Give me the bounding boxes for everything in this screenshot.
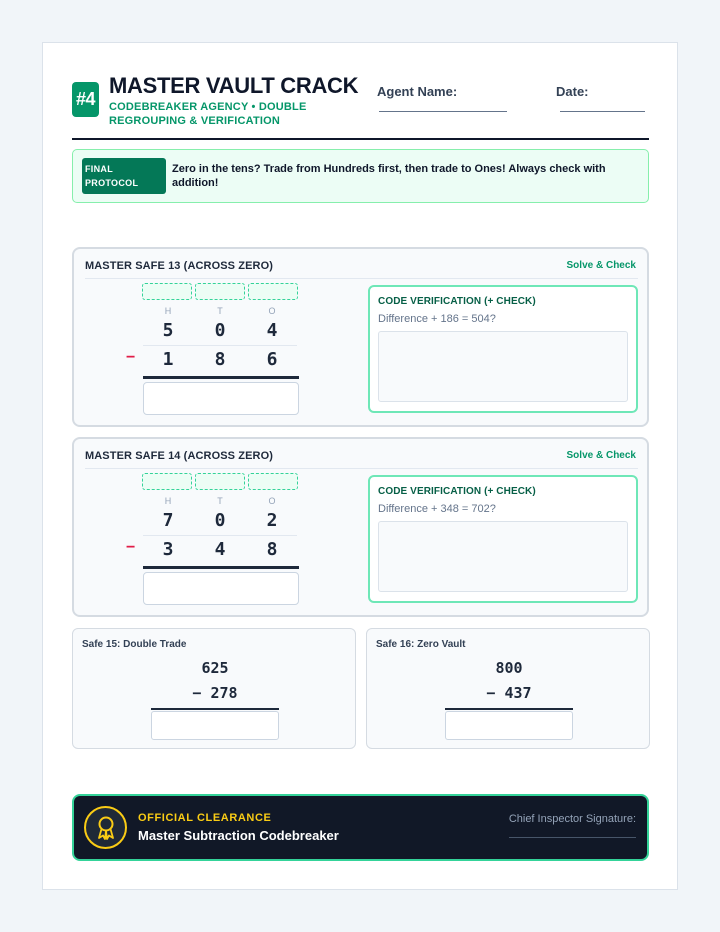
code-verification-panel [368,475,638,603]
verification-workspace[interactable] [378,331,628,402]
answer-input[interactable] [143,572,299,605]
protocol-tag-line1: FINAL [85,164,113,174]
subtrahend-digit-tens: 4 [214,539,226,560]
safe-divider [85,468,638,469]
clearance-title: Master Subtraction Codebreaker [138,828,339,843]
place-label-ones: O [268,496,276,506]
regroup-box-ones[interactable] [248,473,298,490]
minuend-digit-ones: 2 [266,510,278,531]
mini-safe-subtrahend: − 278 [192,684,238,702]
subtrahend-digit-hundreds: 1 [162,349,174,370]
answer-input[interactable] [445,711,573,740]
mini-safe-title: Safe 15: Double Trade [82,639,187,650]
answer-rule [445,708,573,710]
mission-badge: #4 [72,82,99,117]
solve-check-link[interactable]: Solve & Check [566,260,636,271]
date-field[interactable] [560,111,645,112]
answer-input[interactable] [143,382,299,415]
place-label-ones: O [268,306,276,316]
subtrahend-digit-hundreds: 3 [162,539,174,560]
minuend-digit-hundreds: 7 [162,510,174,531]
solve-check-link[interactable]: Solve & Check [566,450,636,461]
minus-sign: − [126,539,136,556]
verification-prompt: Difference + 348 = 702? [378,503,496,515]
answer-rule [151,708,279,710]
date-label: Date: [556,84,589,99]
master-safe-13 [72,247,649,427]
verification-workspace[interactable] [378,521,628,592]
safe-15-card [72,628,356,749]
subtrahend-digit-tens: 8 [214,349,226,370]
mini-safe-subtrahend: − 437 [486,684,532,702]
verification-title: CODE VERIFICATION (+ CHECK) [378,486,536,497]
verification-title: CODE VERIFICATION (+ CHECK) [378,296,536,307]
protocol-tag [82,158,166,194]
place-label-tens: T [217,496,223,506]
clearance-label: OFFICIAL CLEARANCE [138,812,272,824]
answer-rule [143,566,299,569]
mini-safe-minuend: 625 [201,659,229,677]
agent-name-field[interactable] [379,111,507,112]
protocol-instructions: Zero in the tens? Trade from Hundreds first, then trade to Ones! Always check with addition! [172,163,606,189]
protocol-tag-line2: PROTOCOL [85,178,139,188]
place-label-hundreds: H [164,306,172,316]
answer-input[interactable] [151,711,279,740]
agent-name-label: Agent Name: [377,84,458,99]
safe-16-card [366,628,650,749]
master-safe-14 [72,437,649,617]
place-label-hundreds: H [164,496,172,506]
subtrahend-digit-ones: 8 [266,539,278,560]
official-clearance-banner [72,794,649,861]
regroup-box-tens[interactable] [195,473,245,490]
award-ribbon-icon [84,806,127,849]
mini-safe-minuend: 800 [495,659,523,677]
regroup-box-hundreds[interactable] [142,473,192,490]
answer-rule [143,376,299,379]
minuend-digit-ones: 4 [266,320,278,341]
regroup-box-hundreds[interactable] [142,283,192,300]
row-divider [143,345,297,346]
safe-title: MASTER SAFE 13 (ACROSS ZERO) [85,260,273,272]
mini-safe-title: Safe 16: Zero Vault [376,639,466,650]
page-subtitle: CODEBREAKER AGENCY • DOUBLE REGROUPING & VERIFICATION [109,101,307,127]
protocol-banner [72,149,649,203]
code-verification-panel [368,285,638,413]
safe-divider [85,278,638,279]
safe-title: MASTER SAFE 14 (ACROSS ZERO) [85,450,273,462]
signature-label: Chief Inspector Signature: [508,813,636,825]
regroup-box-ones[interactable] [248,283,298,300]
worksheet [42,42,678,890]
header-divider [72,138,649,140]
subtrahend-digit-ones: 6 [266,349,278,370]
minus-sign: − [126,349,136,366]
regroup-box-tens[interactable] [195,283,245,300]
signature-field[interactable] [509,837,636,838]
minuend-digit-hundreds: 5 [162,320,174,341]
verification-prompt: Difference + 186 = 504? [378,313,496,325]
row-divider [143,535,297,536]
minuend-digit-tens: 0 [214,320,226,341]
page-title: MASTER VAULT CRACK [109,73,359,98]
place-label-tens: T [217,306,223,316]
minuend-digit-tens: 0 [214,510,226,531]
